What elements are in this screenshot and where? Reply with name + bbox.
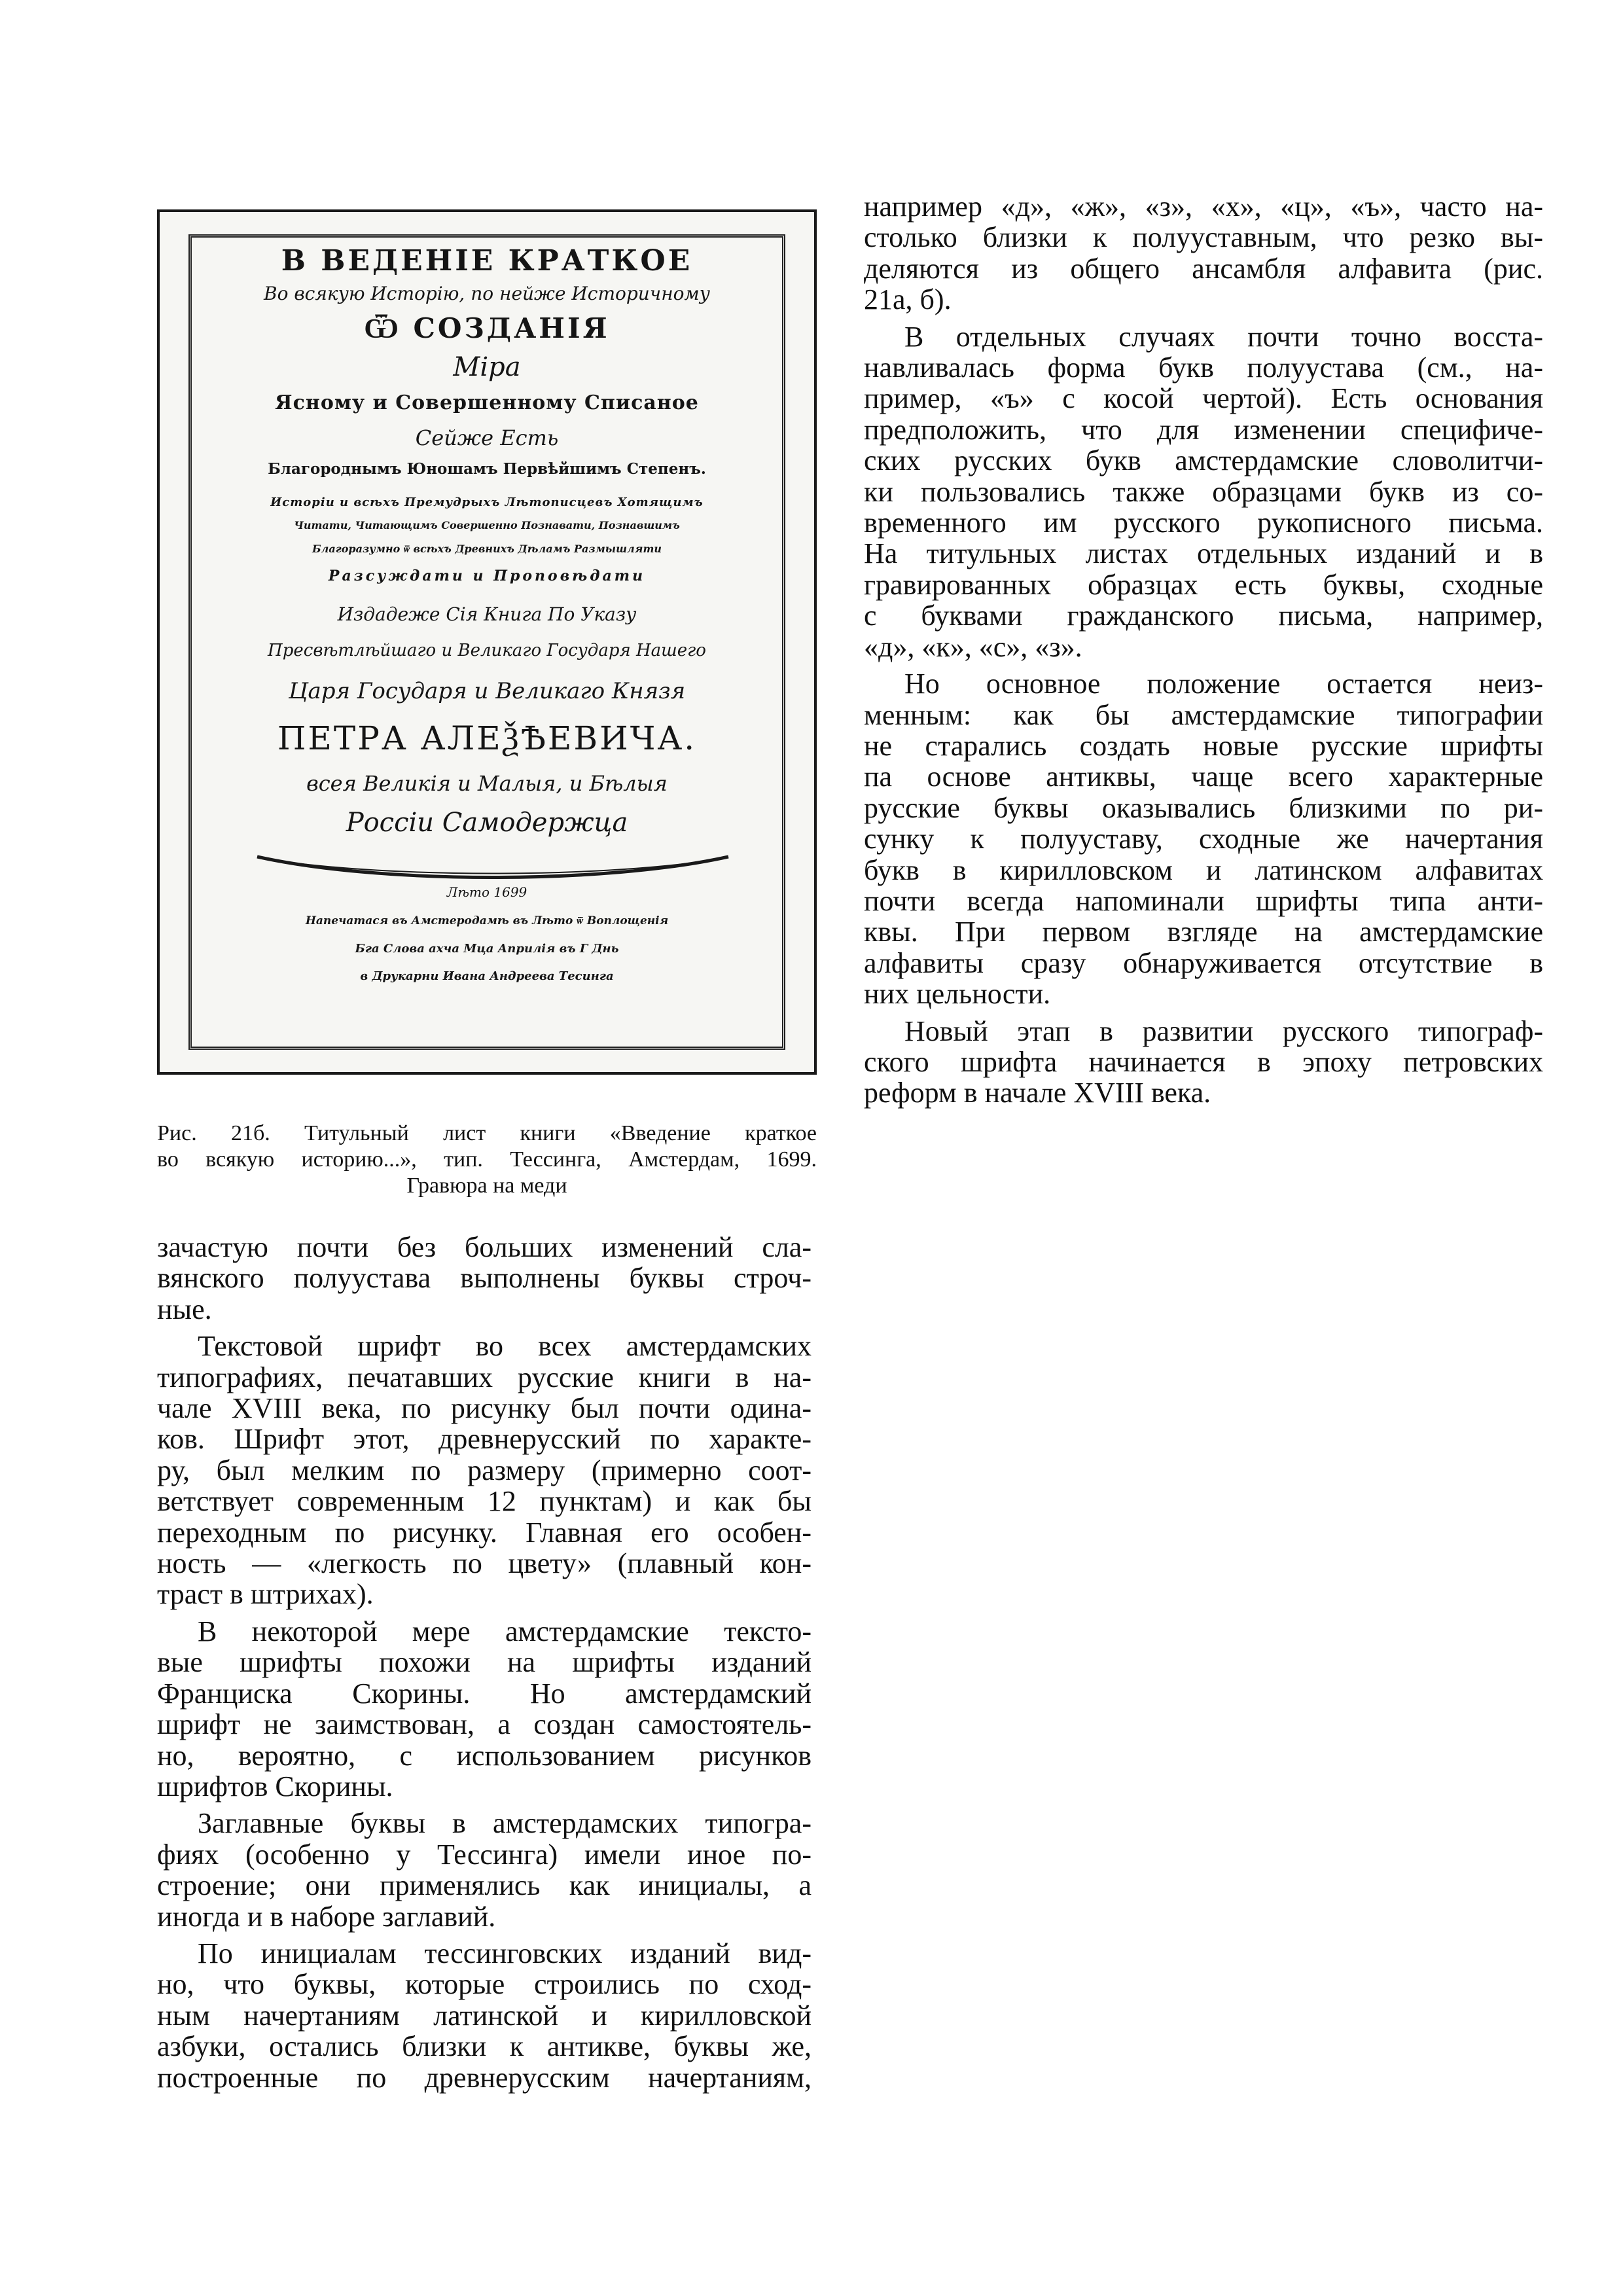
text-line: вянского полуустава выполнены буквы строч- xyxy=(157,1262,812,1295)
engraving-line: Ѿ СОЗДАНІЯ xyxy=(364,312,610,344)
text-line: ные. xyxy=(157,1293,212,1325)
paragraph xyxy=(157,1616,812,1802)
text-line: построенные по древнерусским начертаниям, xyxy=(157,2061,812,2094)
engraving-line: в Друкарни Ивана Андреева Тесинга xyxy=(360,969,614,983)
engraving-line: Сейже Есть xyxy=(415,425,559,450)
text-line: строение; они применялись как инициалы, а xyxy=(157,1869,812,1902)
text-line: зачастую почти без больших изменений сла- xyxy=(157,1231,812,1263)
text-line: «д», «к», «с», «з». xyxy=(864,630,1082,663)
text-line: алфавиты сразу обнаруживается отсутствие в xyxy=(864,946,1543,979)
text-line: например «д», «ж», «з», «х», «ц», «ъ», часто на- xyxy=(864,190,1543,223)
text-line: Новый этап в развитии русского типограф- xyxy=(904,1014,1543,1047)
paragraph xyxy=(864,668,1543,1009)
engraving-line: Благороднымъ Юношамъ Первѣйшимъ Степенъ. xyxy=(268,460,706,478)
text-line: русские буквы оказывались близкими по ри- xyxy=(864,791,1543,824)
paragraph xyxy=(864,191,1543,315)
text-line: иногда и в наборе заглавий. xyxy=(157,1900,496,1933)
text-line: шрифт не заимствован, а создан самостоятель- xyxy=(157,1708,812,1741)
text-line: не старались создать новые русские шрифты xyxy=(864,729,1543,762)
right-text-column xyxy=(864,191,1543,1109)
text-line: ветствует современным 12 пунктам) и как бы xyxy=(157,1485,812,1518)
text-line: ки пользовались также образцами букв из со- xyxy=(864,475,1543,508)
text-line: столько близки к полууставным, что резко вы- xyxy=(864,221,1543,254)
engraving-line: Лѣто 1699 xyxy=(446,884,527,900)
text-line: ру, был мелким по размеру (примерно соот- xyxy=(157,1454,812,1486)
text-line: переходным по рисунку. Главная его особен- xyxy=(157,1516,812,1549)
engraving-line: ПЕТРА АЛЕѮѢЕВИЧА. xyxy=(277,719,697,757)
figure-caption xyxy=(157,1121,817,1199)
text-line: но, что буквы, которые строились по сход- xyxy=(157,1968,812,2001)
title-page-engraving xyxy=(157,209,817,1075)
text-line: азбуки, остались близки к антикве, буквы же, xyxy=(157,2030,812,2063)
paragraph xyxy=(157,1331,812,1610)
paragraph xyxy=(157,1808,812,1932)
text-line: временного им русского рукописного письма. xyxy=(864,507,1543,539)
text-line: букв в кирилловском и латинском алфавитах xyxy=(864,853,1543,886)
paragraph xyxy=(157,1938,812,2093)
caption-line: Гравюра на меди xyxy=(406,1174,567,1198)
engraving-line: Пресвѣтлѣйшаго и Великаго Государя Нашего xyxy=(268,641,706,660)
text-line: 21а, б). xyxy=(864,283,952,316)
text-line: ского шрифта начинается в эпоху петровских xyxy=(864,1045,1543,1078)
engraving-line: В ВЕДЕНІЕ КРАТКОЕ xyxy=(281,244,693,278)
text-line: В некоторой мере амстердамские тексто- xyxy=(198,1615,812,1647)
text-line: деляются из общего ансамбля алфавита (рис. xyxy=(864,252,1543,285)
text-line: Заглавные буквы в амстердамских типогра- xyxy=(198,1807,812,1840)
engraving-line: Россіи Самодержца xyxy=(346,808,628,838)
paragraph xyxy=(864,321,1543,662)
text-line: па основе антиквы, чаще всего характерные xyxy=(864,761,1543,793)
text-line: фиях (особенно у Тессинга) имели иное по- xyxy=(157,1838,812,1871)
text-line: типографиях, печатавших русские книги в на- xyxy=(157,1361,812,1393)
engraving-line: Во всякую Исторію, по нейже Историчному xyxy=(264,283,710,304)
text-line: вые шрифты похожи на шрифты изданий xyxy=(157,1646,812,1679)
engraving-line: Царя Государя и Великаго Князя xyxy=(288,678,686,704)
text-line: ков. Шрифт этот, древнерусский по характе- xyxy=(157,1423,812,1456)
text-line: В отдельных случаях почти точно восста- xyxy=(904,320,1543,353)
text-line: ских русских букв амстердамские словолитчи- xyxy=(864,444,1543,477)
engraving-line: Разсуждати и Проповѣдати xyxy=(328,567,646,584)
paragraph xyxy=(864,1016,1543,1109)
engraving-line: Благоразумно ѿ всѣхъ Древнихъ Дѣламъ Размышляти xyxy=(312,543,662,555)
paragraph xyxy=(157,1232,812,1325)
engraving-line: Міра xyxy=(453,352,521,382)
text-line: почти всегда напоминали шрифты типа анти- xyxy=(864,884,1543,917)
text-line: с буквами гражданского письма, например, xyxy=(864,600,1543,632)
text-line: но, вероятно, с использованием рисунков xyxy=(157,1739,812,1772)
engraving-line: Напечатася въ Амстеродамѣ въ Лѣто ѿ Воплощенія xyxy=(305,914,669,927)
left-text-column xyxy=(157,1232,812,2093)
text-line: На титульных листах отдельных изданий и в xyxy=(864,537,1543,570)
text-line: реформ в начале XVIII века. xyxy=(864,1077,1211,1109)
text-line: шрифтов Скорины. xyxy=(157,1770,393,1803)
text-line: По инициалам тессинговских изданий вид- xyxy=(198,1937,812,1969)
text-line: пример, «ъ» с косой чертой). Есть основания xyxy=(864,382,1543,415)
text-line: них цельности. xyxy=(864,978,1051,1011)
text-line: навливалась форма букв полуустава (см., на- xyxy=(864,351,1543,384)
engraving-line: Исторіи и всѣхъ Премудрыхъ Лѣтописцевъ Хотящимъ xyxy=(270,495,704,509)
caption-line: во всякую историю...», тип. Тессинга, Амстердам, 1699. xyxy=(157,1147,817,1172)
engraving-line: всея Великія и Малыя, и Бѣлыя xyxy=(306,771,668,796)
caption-line: Рис. 21б. Титульный лист книги «Введение краткое xyxy=(157,1121,817,1145)
engraving-line: Издадеже Сія Книга По Указу xyxy=(337,603,637,625)
engraving-line: Читати, Читающимъ Совершенно Познавати, Познавшимъ xyxy=(294,519,680,531)
text-line: Но основное положение остается неиз- xyxy=(904,668,1543,700)
text-line: чале XVIII века, по рисунку был почти одина- xyxy=(157,1392,812,1425)
text-line: сунку к полууставу, сходные же начертания xyxy=(864,823,1543,855)
engraving-line: Ясному и Совершенному Списаное xyxy=(275,391,699,414)
text-line: Франциска Скорины. Но амстердамский xyxy=(157,1677,812,1710)
text-line: менным: как бы амстердамские типографии xyxy=(864,698,1543,731)
text-line: квы. При первом взгляде на амстердамские xyxy=(864,916,1543,948)
engraving-line: Бга Слова ахча Мца Априлія въ Г Днь xyxy=(355,942,619,956)
text-line: гравированных образцах есть буквы, сходные xyxy=(864,568,1543,601)
text-line: траст в штрихах). xyxy=(157,1578,374,1611)
text-line: предположить, что для изменении специфиче- xyxy=(864,413,1543,446)
engraving-frame xyxy=(188,234,785,1050)
text-line: Текстовой шрифт во всех амстердамских xyxy=(198,1330,812,1363)
text-line: ность — «легкость по цвету» (плавный кон- xyxy=(157,1547,812,1580)
text-line: ным начертаниям латинской и кирилловской xyxy=(157,1999,812,2032)
